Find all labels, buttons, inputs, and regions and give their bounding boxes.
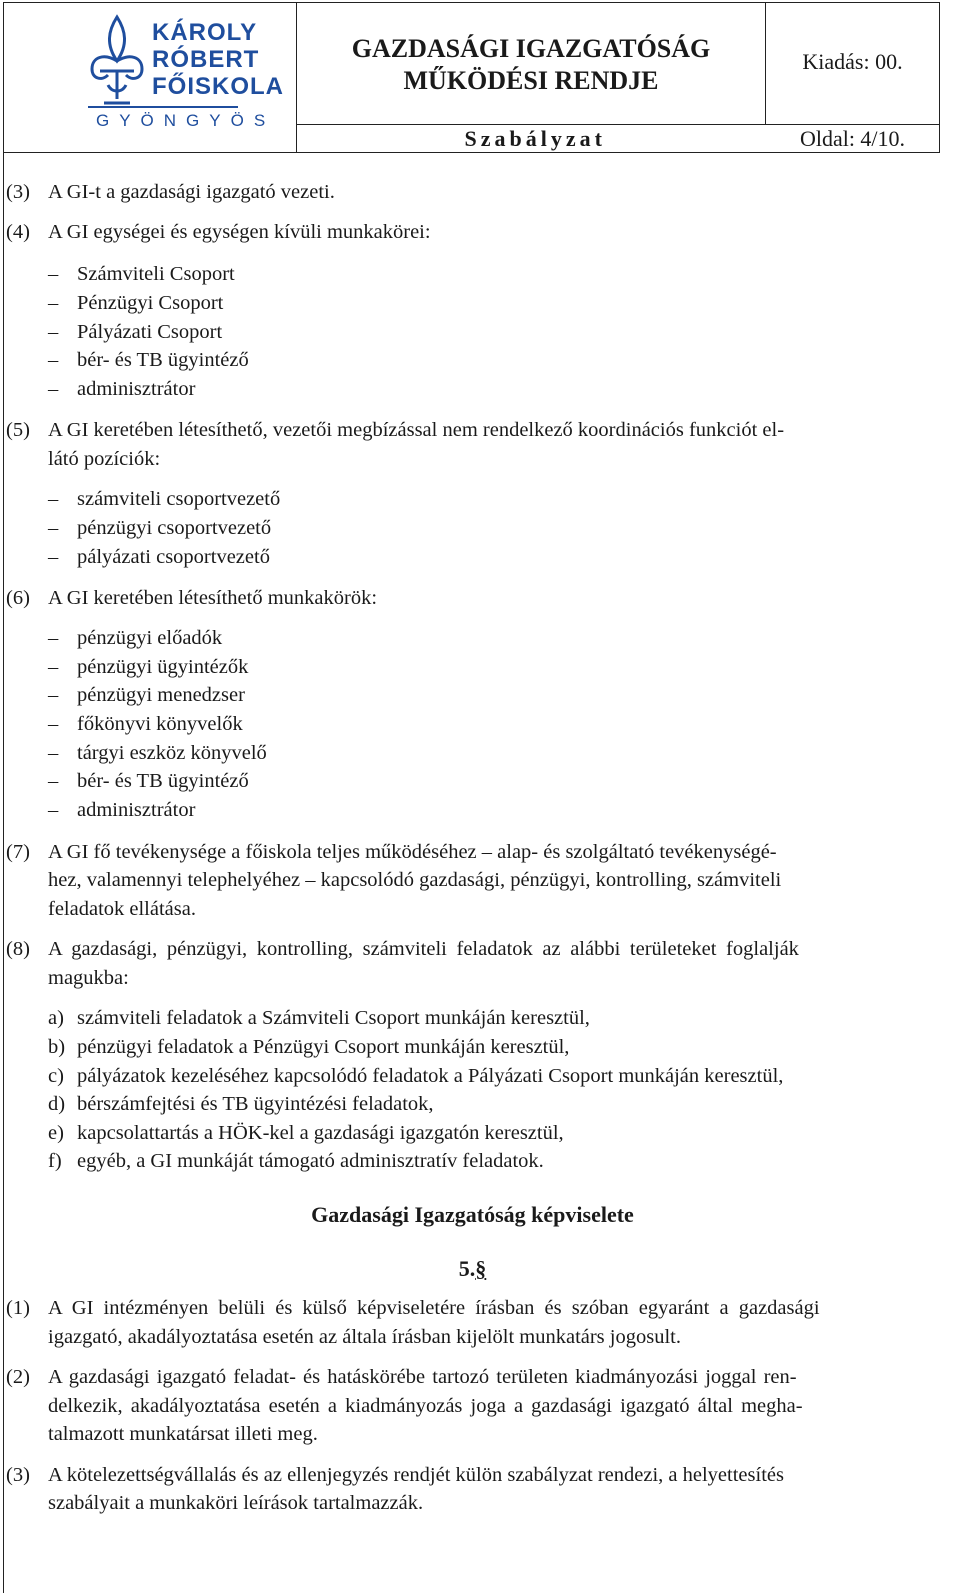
list-dash: – — [48, 517, 59, 539]
list-item: pénzügyi csoportvezető — [77, 517, 272, 539]
list-dash: – — [48, 378, 59, 400]
enum-label: c) — [48, 1065, 64, 1087]
list-item: Pénzügyi Csoport — [77, 292, 224, 314]
logo-city: GYÖNGYÖS — [96, 111, 276, 130]
list-dash: – — [48, 656, 59, 678]
list-dash: – — [48, 627, 59, 649]
paragraph-number: (3) — [6, 1464, 30, 1486]
logo-line-2: RÓBERT — [152, 46, 260, 73]
paragraph-line: feladatok ellátása. — [48, 898, 196, 920]
paragraph-number: (5) — [6, 419, 30, 441]
list-dash: – — [48, 263, 59, 285]
paragraph-number: (1) — [6, 1297, 30, 1319]
list-item: tárgyi eszköz könyvelő — [77, 742, 267, 764]
title-cell — [297, 3, 766, 125]
enum-label: d) — [48, 1093, 66, 1115]
list-dash: – — [48, 488, 59, 510]
document-title-line-2: MŰKÖDÉSI RENDJE — [403, 66, 659, 95]
list-dash: – — [48, 292, 59, 314]
list-dash: – — [48, 713, 59, 735]
edition-cell — [766, 3, 939, 125]
list-dash: – — [48, 742, 59, 764]
document-title — [297, 33, 765, 97]
list-dash: – — [48, 321, 59, 343]
list-item: pénzügyi előadók — [77, 627, 223, 649]
list-item: bér- és TB ügyintéző — [77, 349, 249, 371]
left-margin-rule — [3, 153, 4, 1593]
paragraph-text: A GI keretében létesíthető munkakörök: — [48, 587, 378, 609]
paragraph-number: (6) — [6, 587, 30, 609]
paragraph-line: látó pozíciók: — [48, 448, 161, 470]
logo-rule — [88, 106, 238, 108]
list-item: adminisztrátor — [77, 378, 196, 400]
paragraph-text: A GI egységei és egységen kívüli munkakörei: — [48, 221, 431, 243]
enum-item: pályázatok kezeléséhez kapcsolódó feladatok a Pályázati Csoport munkáján keresztül, — [77, 1065, 784, 1087]
paragraph-number: (7) — [6, 841, 30, 863]
edition-label: Kiadás: 00. — [802, 49, 903, 74]
paragraph-line: A kötelezettségvállalás és az ellenjegyzés rendjét külön szabályzat rendezi, a helyettesítés — [48, 1464, 784, 1486]
fleur-de-lis-icon — [86, 13, 148, 109]
enum-label: f) — [48, 1150, 62, 1172]
list-dash: – — [48, 770, 59, 792]
paragraph-text: A GI-t a gazdasági igazgató vezeti. — [48, 181, 335, 203]
enum-label: b) — [48, 1036, 66, 1058]
list-item: adminisztrátor — [77, 799, 196, 821]
list-item: bér- és TB ügyintéző — [77, 770, 249, 792]
page-number: Oldal: 4/10. — [799, 126, 906, 151]
doc-type-cell — [297, 125, 766, 152]
section-title: Gazdasági Igazgatóság képviselete — [311, 1202, 634, 1227]
section-number — [0, 1254, 945, 1283]
paragraph-line: A GI keretében létesíthető, vezetői megbízással nem rendelkező koordinációs funkciót el- — [48, 419, 785, 441]
paragraph-line: delkezik, akadályoztatása esetén a kiadmányozás joga a gazdasági igazgató által megha- — [48, 1395, 803, 1417]
list-item: pénzügyi ügyintézők — [77, 656, 249, 678]
enum-item: bérszámfejtési és TB ügyintézési feladatok, — [77, 1093, 434, 1115]
list-item: pénzügyi menedzser — [77, 684, 245, 706]
paragraph-line: A gazdasági igazgató feladat- és hatáskörébe tartozó területen kiadmányozási joggal ren- — [48, 1366, 797, 1388]
enum-item: kapcsolattartás a HÖK-kel a gazdasági igazgatón keresztül, — [77, 1122, 564, 1144]
paragraph-number: (2) — [6, 1366, 30, 1388]
document-title-line-1: GAZDASÁGI IGAZGATÓSÁG — [351, 34, 711, 63]
list-item: Számviteli Csoport — [77, 263, 235, 285]
document-header — [3, 2, 940, 153]
list-dash: – — [48, 799, 59, 821]
enum-item: egyéb, a GI munkáját támogató adminisztratív feladatok. — [77, 1150, 544, 1172]
list-dash: – — [48, 684, 59, 706]
enum-label: a) — [48, 1007, 64, 1029]
paragraph-line: igazgató, akadályoztatása esetén az általa írásban kijelölt munkatárs jogosult. — [48, 1326, 681, 1348]
enum-item: számviteli feladatok a Számviteli Csoport munkáján keresztül, — [77, 1007, 590, 1029]
paragraph-line: talmazott munkatársat illeti meg. — [48, 1423, 318, 1445]
paragraph-number: (8) — [6, 938, 30, 960]
logo-wordmark — [152, 19, 284, 100]
paragraph-line: szabályait a munkaköri leírások tartalmazzák. — [48, 1492, 424, 1514]
paragraph-line: magukba: — [48, 967, 129, 989]
paragraph-number: (3) — [6, 181, 30, 203]
doc-type-label: Szabályzat — [464, 126, 606, 151]
section-number-value: 5. — [458, 1256, 476, 1281]
logo-line-3: FŐISKOLA — [152, 73, 284, 100]
list-item: számviteli csoportvezető — [77, 488, 281, 510]
logo-line-1: KÁROLY — [152, 19, 258, 46]
list-item: főkönyvi könyvelők — [77, 713, 243, 735]
enum-item: pénzügyi feladatok a Pénzügyi Csoport munkáján keresztül, — [77, 1036, 570, 1058]
list-item: pályázati csoportvezető — [77, 546, 270, 568]
page-number-cell — [766, 125, 939, 152]
list-dash: – — [48, 349, 59, 371]
paragraph-line: A gazdasági, pénzügyi, kontrolling, számviteli feladatok az alábbi területeket foglalják — [48, 938, 799, 960]
paragraph-line: A GI fő tevékenysége a főiskola teljes működéséhez – alap- és szolgáltató tevékenységé- — [48, 841, 777, 863]
section-sign: § — [475, 1256, 487, 1281]
list-item: Pályázati Csoport — [77, 321, 223, 343]
paragraph-number: (4) — [6, 221, 30, 243]
list-dash: – — [48, 546, 59, 568]
paragraph-line: A GI intézményen belüli és külső képviseletére írásban és szóban egyaránt a gazdasági — [48, 1297, 820, 1319]
enum-label: e) — [48, 1122, 64, 1144]
logo-cell — [4, 3, 297, 152]
paragraph-line: hez, valamennyi telephelyéhez – kapcsolódó gazdasági, pénzügyi, kontrolling, számviteli — [48, 869, 782, 891]
